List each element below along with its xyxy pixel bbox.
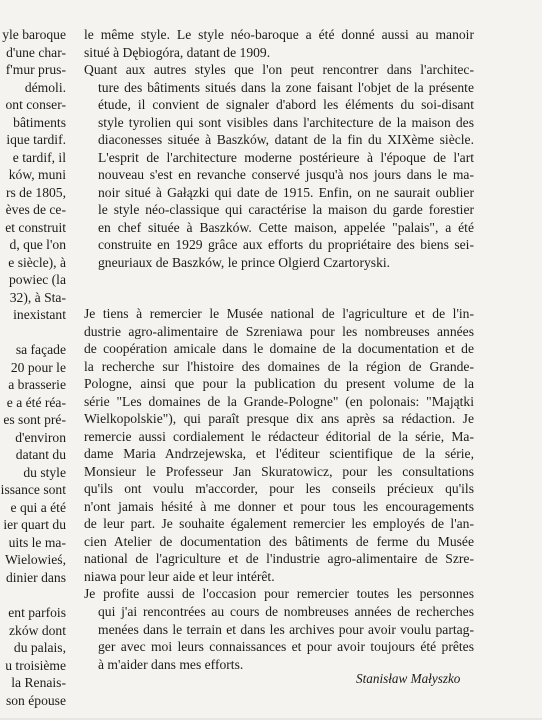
adjacent-column-line: f'mur prus-: [5, 62, 66, 78]
text-line: Pologne, ainsi que pour la publication du present volume de la: [84, 376, 474, 392]
adjacent-column-line: e a été réa-: [6, 394, 66, 410]
text-line: qu'ils ont voulu m'accorder, pour les conseils précieux qu'ils: [84, 481, 474, 497]
text-line: Je profite aussi de l'occasion pour remercier toutes les personnes: [84, 586, 474, 602]
text-line: de coopération amicale dans le domaine de la documentation et de: [84, 341, 474, 357]
paragraph: [84, 585, 474, 673]
adjacent-column-line: du palais,: [13, 640, 66, 656]
adjacent-column-line: yle baroque: [2, 27, 66, 42]
adjacent-column-line: ent parfois: [8, 605, 66, 621]
adjacent-column-line: [0, 587, 66, 605]
adjacent-column-line: ique tardif.: [6, 132, 66, 148]
text-line: dame Maria Andrzejewska, et l'éditeur scientifique de la série,: [84, 446, 474, 462]
adjacent-column-line: datant du: [15, 447, 66, 463]
adjacent-column-line: zków dont: [8, 622, 66, 638]
adjacent-column-line: a brasserie: [8, 377, 66, 393]
text-line: style tyrolien qui sont visibles dans l'architecture de la maison des: [98, 114, 474, 130]
text-line: remercie aussi cordialement le rédacteur éditorial de la série, Ma-: [84, 428, 474, 444]
text-line: dustrie agro-alimentaire de Szreniawa pour les nombreuses années: [84, 323, 474, 339]
text-line: noir situé à Gałązki qui date de 1915. Enfin, on ne saurait oublier: [98, 184, 474, 200]
text-line: diaconesses située à Baszków, datant de la fin du XIXème siècle.: [98, 132, 474, 148]
text-line: en chef située à Baszków. Cette maison, appelée "palais", a été: [98, 219, 474, 235]
adjacent-column-line: e tardif, il: [12, 149, 66, 165]
adjacent-column-line: la Renais-: [11, 675, 66, 691]
text-line: ger avec moi leurs connaissances et pour avoir toujours été prêtes: [98, 639, 474, 655]
adjacent-column-line: démoli.: [24, 79, 66, 95]
text-line: construite en 1929 grâce aux efforts du propriétaire des biens sei-: [98, 237, 474, 253]
text-line: situé à Dębiogóra, datant de 1909.: [84, 44, 271, 60]
adjacent-column-line: d'une char-: [6, 44, 66, 60]
adjacent-column-line: 32), à Sta-: [9, 289, 66, 305]
text-line: Wielkopolskie"), qui paraît presque dix ans après sa rédaction. Je: [84, 411, 474, 427]
text-line: national de l'agriculture et de l'industrie agro-alimentaire de Szre-: [84, 551, 474, 567]
adjacent-column-line: e qui a été: [10, 499, 66, 515]
text-line: niawa pour leur aide et leur intérêt.: [84, 568, 275, 584]
main-text-column: [84, 26, 474, 673]
adjacent-column-line: inexistant: [13, 307, 66, 323]
adjacent-column-line: d'environ: [15, 429, 66, 445]
adjacent-page-column: [0, 26, 66, 709]
adjacent-column-line: son épouse: [5, 692, 66, 708]
text-line: menées dans le terrain et dans les archives pour avoir voulu partag-: [98, 621, 474, 637]
adjacent-column-line: u troisième: [5, 657, 66, 673]
text-line: série "Les domaines de la Grande-Pologne" (en polonais: "Majątki: [84, 393, 474, 409]
author-signature: Stanisław Małyszko: [356, 671, 461, 686]
adjacent-column-line: èves de ce-: [5, 202, 66, 218]
adjacent-column-line: sa façade: [15, 342, 66, 358]
adjacent-column-line: dinier dans: [5, 569, 66, 585]
text-line: n'ont jamais hésité à me donner et pour tous les encouragements: [84, 498, 474, 514]
text-line: le même style. Le style néo-baroque a été donné aussi au manoir: [84, 27, 474, 42]
adjacent-column-line: du style: [23, 464, 66, 480]
adjacent-column-line: ier quart du: [3, 517, 66, 533]
text-line: ture des bâtiments situés dans la zone faisant l'objet de la présente: [98, 79, 474, 95]
text-line: cien Atelier de documentation des bâtiments de ferme du Musée: [84, 533, 474, 549]
adjacent-column-line: bâtiments: [13, 114, 66, 130]
adjacent-column-line: es sont pré-: [3, 412, 66, 428]
adjacent-column-line: 20 pour le: [10, 359, 66, 375]
text-line: la recherche sur l'histoire des domaines de la région de Grande-: [84, 358, 474, 374]
adjacent-column-line: Wielowieś,: [5, 552, 66, 568]
text-line: étude, il convient de signaler d'abord les éléments du soi-disant: [98, 97, 474, 113]
adjacent-column-line: e siècle), à: [8, 254, 66, 270]
text-line: gneuriaux de Baszków, le prince Olgierd Czartoryski.: [98, 254, 391, 270]
text-line: Je tiens à remercier le Musée national de l'agriculture et de l'in-: [84, 306, 474, 322]
paragraph: [84, 61, 474, 271]
text-line: Quant aux autres styles que l'on peut rencontrer dans l'architec-: [84, 62, 474, 78]
adjacent-column-line: [0, 324, 66, 342]
adjacent-column-line: rs de 1805,: [5, 184, 66, 200]
adjacent-column-line: d, que l'on: [9, 237, 66, 253]
text-line: le style néo-classique qui caractérise la maison du garde forestier: [98, 202, 474, 218]
text-line: de leur part. Je souhaite également remercier les employés de l'an-: [84, 516, 474, 532]
paragraph-spacer: [84, 271, 474, 305]
text-line: nouveau s'est en revanche conservé jusqu'à nos jours dans le ma-: [98, 167, 474, 183]
adjacent-column-line: issance sont: [0, 482, 66, 498]
adjacent-column-line: et construit: [5, 219, 66, 235]
text-line: Monsieur le Professeur Jan Skuratowicz, pour les consultations: [84, 463, 474, 479]
adjacent-column-line: ont conser-: [5, 97, 66, 113]
adjacent-column-line: ków, muni: [8, 167, 66, 183]
text-line: à m'aider dans mes efforts.: [98, 656, 244, 672]
text-line: qui j'ai rencontrées au cours de nombreuses années de recherches: [98, 603, 474, 619]
paragraph: [84, 26, 474, 61]
text-line: L'esprit de l'architecture moderne postérieure à l'époque de l'art: [98, 149, 474, 165]
adjacent-column-line: uits le ma-: [8, 534, 66, 550]
paragraph: [84, 305, 474, 585]
adjacent-column-line: powiec (la: [9, 272, 66, 288]
